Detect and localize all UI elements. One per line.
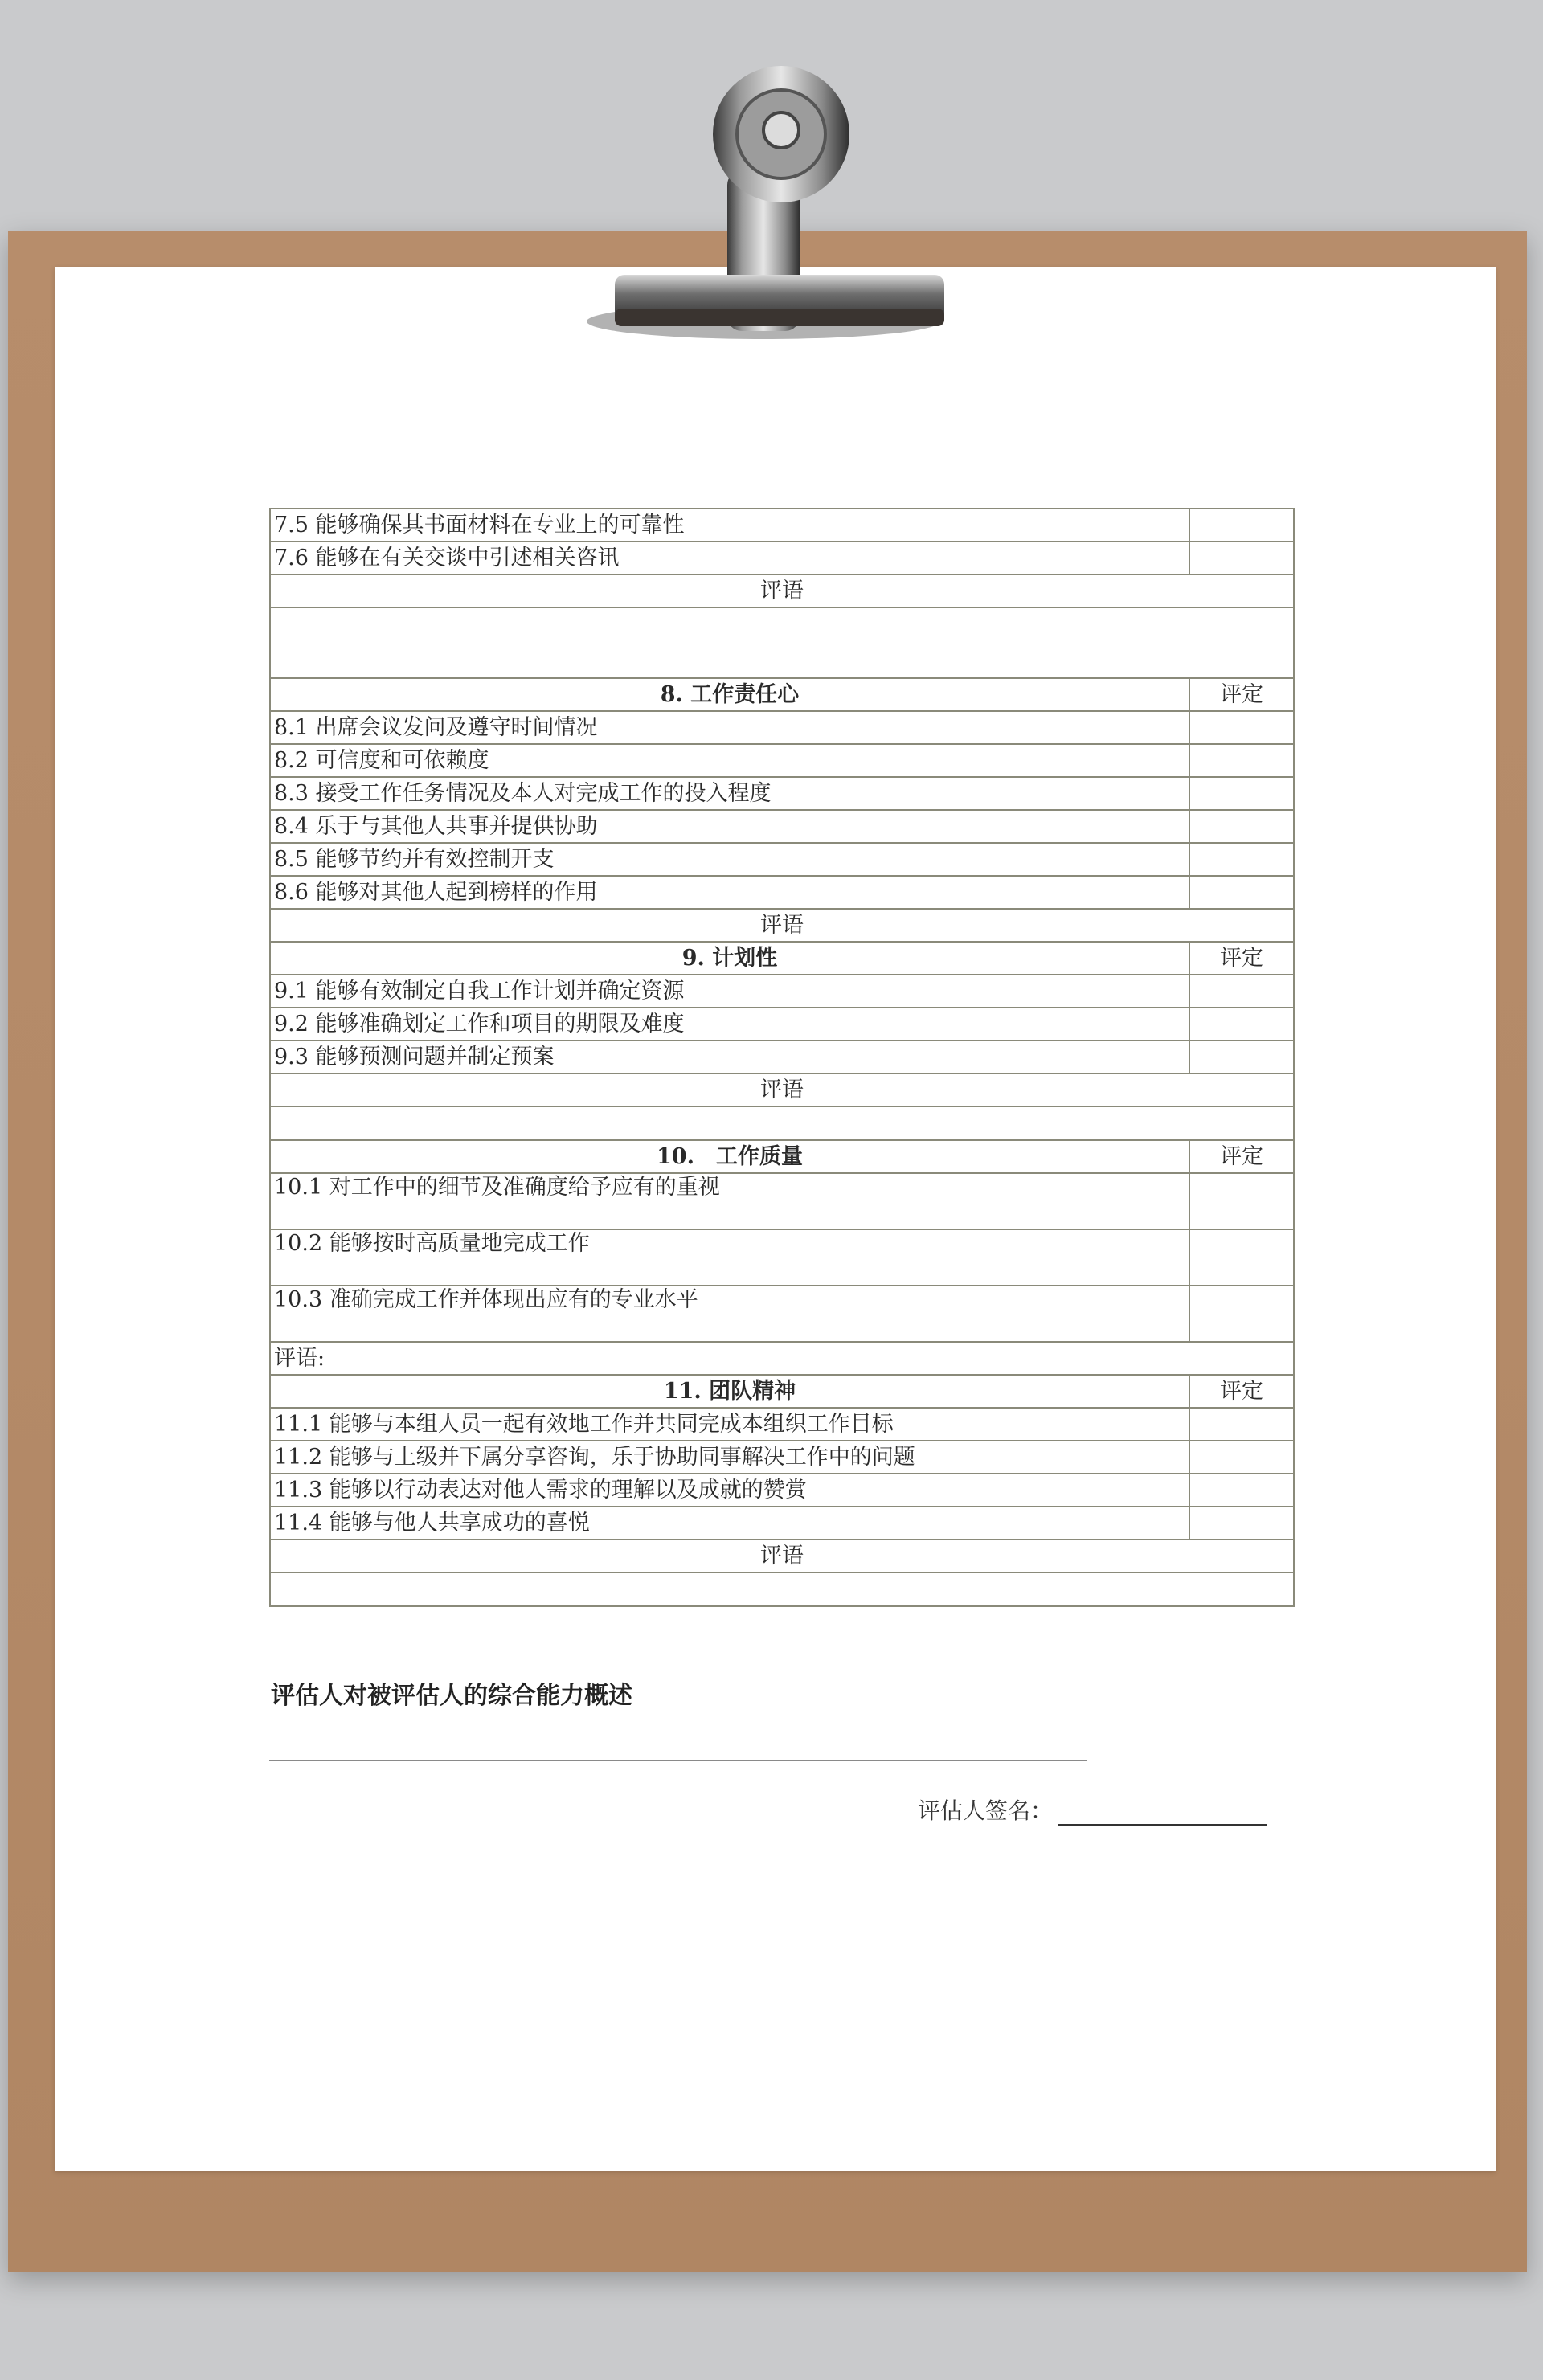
rating-header: 评定: [1189, 1375, 1294, 1408]
section-title: 9. 计划性: [270, 942, 1189, 975]
comment-row: [270, 1342, 1294, 1375]
comment-label[interactable]: 评语:: [270, 1342, 1294, 1375]
section-title: 10. 工作质量: [270, 1140, 1189, 1173]
table-row: [270, 711, 1294, 744]
comment-row: [270, 1572, 1294, 1606]
item-label: 9.2 能够准确划定工作和项目的期限及难度: [270, 1008, 1189, 1041]
item-label: 10.1 对工作中的细节及准确度给予应有的重视: [270, 1173, 1189, 1229]
table-row: [270, 542, 1294, 575]
comment-header-row: [270, 909, 1294, 942]
comment-label: 评语: [270, 1073, 1294, 1106]
item-label: 7.5 能够确保其书面材料在专业上的可靠性: [270, 509, 1189, 542]
section-header-row: [270, 1140, 1294, 1173]
rating-header: 评定: [1189, 1140, 1294, 1173]
section-title: 11. 团队精神: [270, 1375, 1189, 1408]
comment-header-row: [270, 1073, 1294, 1106]
section-header-row: [270, 1375, 1294, 1408]
rating-cell[interactable]: [1189, 843, 1294, 876]
rating-cell[interactable]: [1189, 711, 1294, 744]
comment-field[interactable]: [270, 607, 1294, 678]
binder-clip-icon: [579, 50, 948, 355]
item-label: 11.3 能够以行动表达对他人需求的理解以及成就的赞赏: [270, 1474, 1189, 1507]
comment-header-row: [270, 1540, 1294, 1572]
rating-cell[interactable]: [1189, 1474, 1294, 1507]
summary-writing-line[interactable]: [269, 1760, 1087, 1761]
table-row: [270, 1441, 1294, 1474]
item-label: 9.3 能够预测问题并制定预案: [270, 1041, 1189, 1073]
section-header-row: [270, 942, 1294, 975]
table-row: [270, 810, 1294, 843]
rating-cell[interactable]: [1189, 1041, 1294, 1073]
comment-field[interactable]: [270, 1572, 1294, 1606]
rating-cell[interactable]: [1189, 1286, 1294, 1342]
item-label: 10.2 能够按时高质量地完成工作: [270, 1229, 1189, 1286]
table-row: [270, 843, 1294, 876]
rating-cell[interactable]: [1189, 542, 1294, 575]
signature-line[interactable]: [1058, 1800, 1267, 1826]
table-row: [270, 1507, 1294, 1540]
table-row: [270, 1008, 1294, 1041]
table-row: [270, 509, 1294, 542]
signature-block: [918, 1793, 1267, 1826]
item-label: 11.4 能够与他人共享成功的喜悦: [270, 1507, 1189, 1540]
rating-cell[interactable]: [1189, 509, 1294, 542]
section-header-row: [270, 678, 1294, 711]
evaluation-table: [269, 508, 1295, 1607]
comment-row: [270, 1106, 1294, 1140]
item-label: 9.1 能够有效制定自我工作计划并确定资源: [270, 975, 1189, 1008]
rating-cell[interactable]: [1189, 744, 1294, 777]
item-label: 8.6 能够对其他人起到榜样的作用: [270, 876, 1189, 909]
comment-field[interactable]: [270, 1106, 1294, 1140]
item-label: 10.3 准确完成工作并体现出应有的专业水平: [270, 1286, 1189, 1342]
comment-row: [270, 607, 1294, 678]
rating-header: 评定: [1189, 942, 1294, 975]
rating-cell[interactable]: [1189, 1008, 1294, 1041]
table-row: [270, 1408, 1294, 1441]
rating-cell[interactable]: [1189, 1408, 1294, 1441]
rating-cell[interactable]: [1189, 1441, 1294, 1474]
table-row: [270, 1474, 1294, 1507]
signature-label: 评估人签名：: [918, 1797, 1054, 1824]
table-row: [270, 876, 1294, 909]
table-row: [270, 1286, 1294, 1342]
item-label: 8.1 出席会议发问及遵守时间情况: [270, 711, 1189, 744]
section-title: 8. 工作责任心: [270, 678, 1189, 711]
rating-cell[interactable]: [1189, 876, 1294, 909]
item-label: 11.1 能够与本组人员一起有效地工作并共同完成本组织工作目标: [270, 1408, 1189, 1441]
comment-label: 评语: [270, 1540, 1294, 1572]
rating-cell[interactable]: [1189, 777, 1294, 810]
summary-title: 评估人对被评估人的综合能力概述: [271, 1682, 632, 1710]
rating-cell[interactable]: [1189, 1173, 1294, 1229]
rating-cell[interactable]: [1189, 1507, 1294, 1540]
comment-label: 评语: [270, 575, 1294, 607]
item-label: 8.5 能够节约并有效控制开支: [270, 843, 1189, 876]
rating-cell[interactable]: [1189, 1229, 1294, 1286]
item-label: 8.4 乐于与其他人共事并提供协助: [270, 810, 1189, 843]
table-row: [270, 744, 1294, 777]
item-label: 7.6 能够在有关交谈中引述相关咨讯: [270, 542, 1189, 575]
comment-label: 评语: [270, 909, 1294, 942]
comment-header-row: [270, 575, 1294, 607]
rating-header: 评定: [1189, 678, 1294, 711]
table-row: [270, 1229, 1294, 1286]
table-row: [270, 777, 1294, 810]
rating-cell[interactable]: [1189, 975, 1294, 1008]
table-row: [270, 1041, 1294, 1073]
table-row: [270, 1173, 1294, 1229]
item-label: 8.3 接受工作任务情况及本人对完成工作的投入程度: [270, 777, 1189, 810]
table-row: [270, 975, 1294, 1008]
item-label: 8.2 可信度和可依赖度: [270, 744, 1189, 777]
rating-cell[interactable]: [1189, 810, 1294, 843]
item-label: 11.2 能够与上级并下属分享咨询，乐于协助同事解决工作中的问题: [270, 1441, 1189, 1474]
